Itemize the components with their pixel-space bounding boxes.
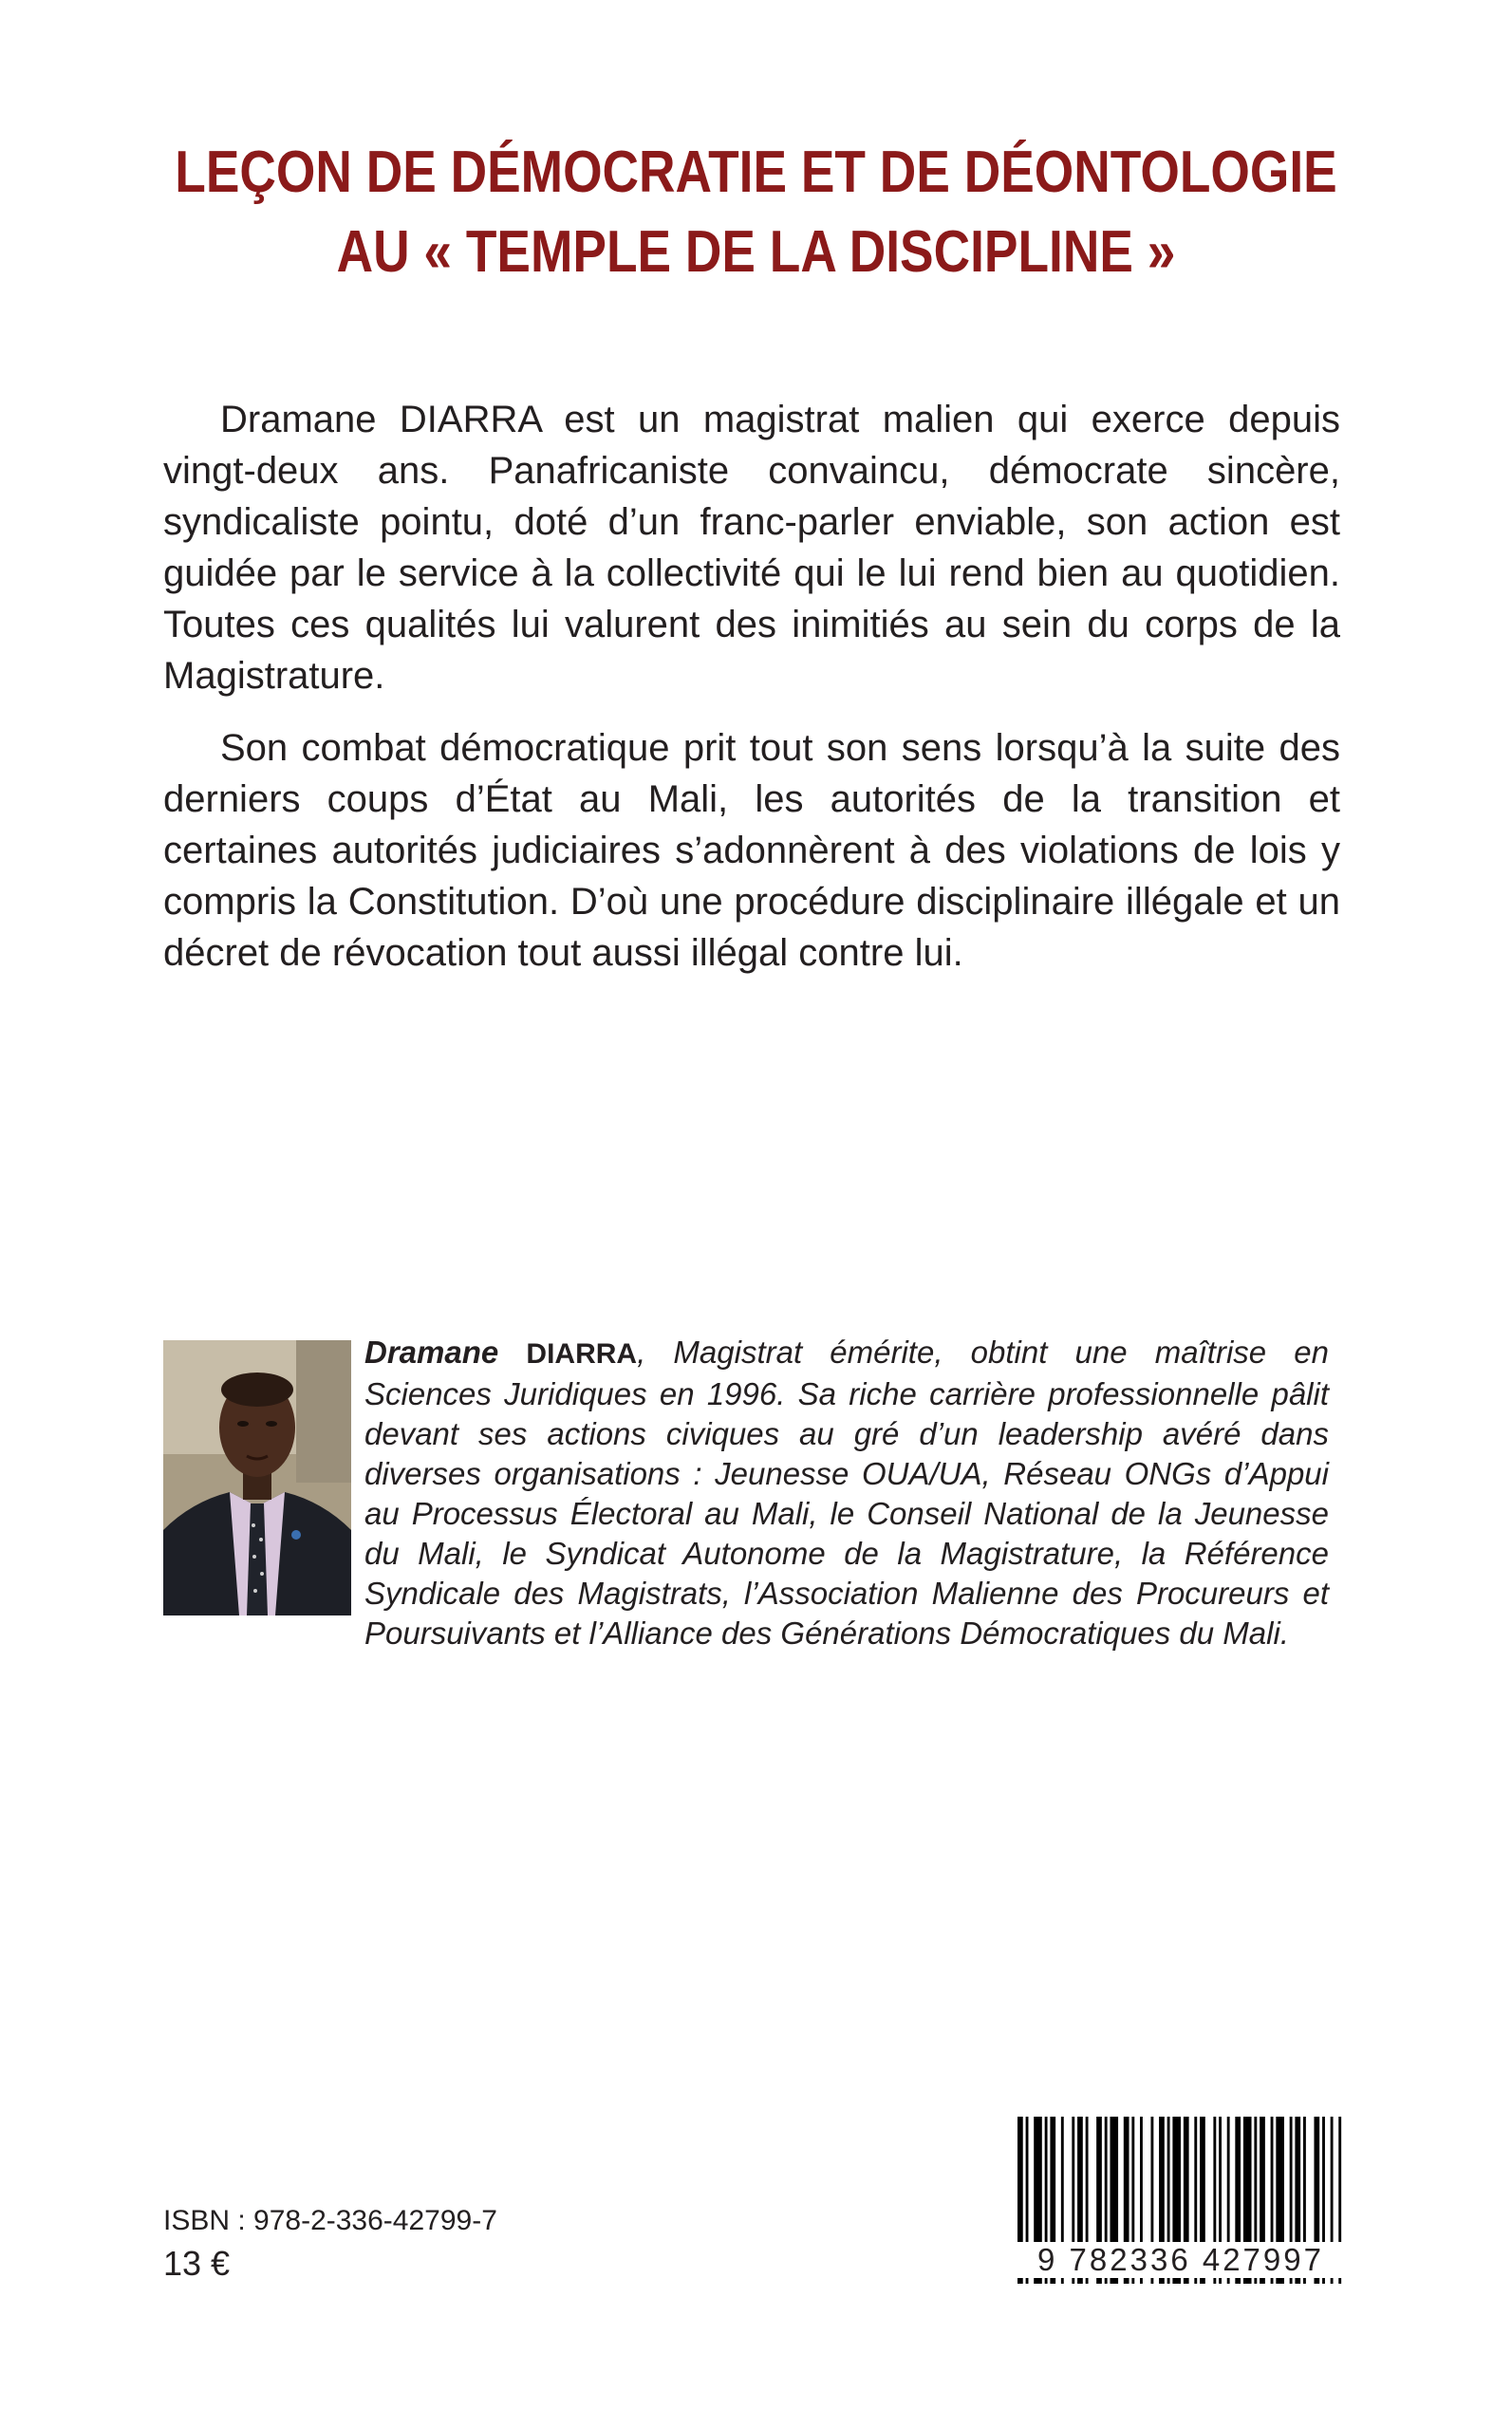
summary-text: [163, 394, 1340, 999]
author-last-name: DIARRA: [526, 1338, 638, 1370]
summary-paragraph-1: Dramane DIARRA est un magistrat malien qui exerce depuis vingt-deux ans. Panafricaniste convaincu, démocrate sincère, syndicaliste pointu, doté d’un franc-parler enviable, son action est guidée par le service à la collectivité qui le lui rend bien au quotidien. Toutes ces qualités lui valurent des inimitiés au sein du corps de la Magistrature.: [163, 399, 1340, 697]
isbn: ISBN : 978-2-336-42799-7: [163, 2205, 497, 2236]
title-line-1: LEÇON DE DÉMOCRATIE ET DE DÉONTOLOGIE: [175, 140, 1337, 205]
author-bio-text: , Magistrat émérite, obtint une maîtrise en Sciences Juridiques en 1996. Sa riche carrière professionnelle pâlit devant ses actions civiques au gré d’un leadership avéré dans diverses organisations : Jeunesse OUA/UA, Réseau ONGs d’Appui au Processus Électoral au Mali, le Conseil National de la Jeunesse du Mali, le Syndicat Autonome de la Magistrature, la Référence Syndicale des Magistrats, l’Association Malienne des Procureurs et Poursuivants et l’Alliance des Générations Démocratiques du Mali.: [364, 1335, 1330, 1651]
barcode-digits: 9 782336 427997: [1014, 2242, 1348, 2278]
book-title: [106, 133, 1407, 292]
price: 13 €: [163, 2244, 231, 2283]
author-bio: [163, 1333, 1329, 1653]
author-first-name: Dramane: [364, 1335, 499, 1370]
title-line-2: AU « TEMPLE DE LA DISCIPLINE »: [336, 219, 1176, 285]
summary-paragraph-2: Son combat démocratique prit tout son sens lorsqu’à la suite des derniers coups d’État au Mali, les autorités de la transition et certaines autorités judiciaires s’adonnèrent à des violations de lois y compris la Constitution. D’où une procédure disciplinaire illégale et un décret de révocation tout aussi illégal contre lui.: [163, 727, 1340, 974]
